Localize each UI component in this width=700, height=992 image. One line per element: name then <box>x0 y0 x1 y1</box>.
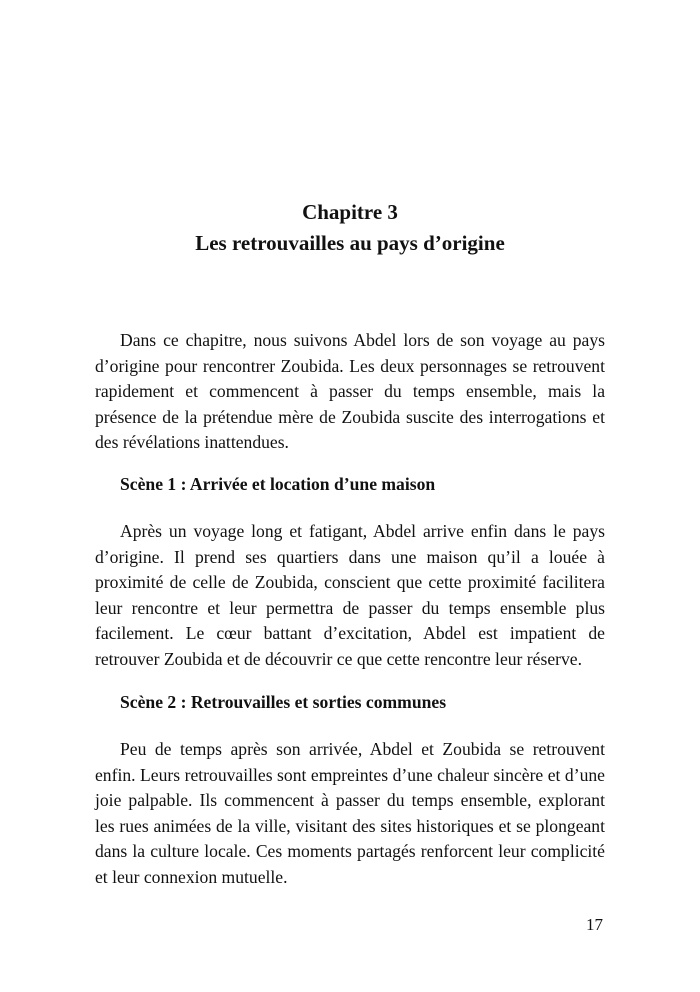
scene-1-paragraph-block <box>95 519 605 672</box>
intro-paragraph: Dans ce chapitre, nous suivons Abdel lors de son voyage au pays d’origine pour rencontrer Zoubida. Les deux personnages se retrouvent rapidement et commencent à passer du temps ensemble, mais la présence de la prétendue mère de Zoubida suscite des interrogations et des révélations inattendues. <box>95 330 605 452</box>
chapter-number: Chapitre 3 <box>302 200 398 224</box>
chapter-heading <box>0 197 700 259</box>
scene-1-paragraph: Après un voyage long et fatigant, Abdel arrive enfin dans le pays d’origine. Il prend ses quartiers dans une maison qu’il a louée à proximité de celle de Zoubida, conscient que cette proximité facilitera leur rencontre et leur permettra de passer du temps ensemble plus facilement. Le cœur battant d’excitation, Abdel est impatient de retrouver Zoubida et de découvrir ce que cette rencontre leur réserve. <box>95 521 605 669</box>
scene-2-paragraph-block <box>95 737 605 890</box>
page-number: 17 <box>586 915 603 934</box>
chapter-title: Les retrouvailles au pays d’origine <box>195 231 505 255</box>
scene-2-heading: Scène 2 : Retrouvailles et sorties communes <box>120 692 447 712</box>
scene-2-paragraph: Peu de temps après son arrivée, Abdel et Zoubida se retrouvent enfin. Leurs retrouvailles sont empreintes d’une chaleur sincère et d’une joie palpable. Ils commencent à passer du temps ensemble, explorant les rues animées de la ville, visitant des sites historiques et se plongeant dans la culture locale. Ces moments partagés renforcent leur complicité et leur connexion mutuelle. <box>95 739 605 887</box>
intro-paragraph-block <box>95 328 605 456</box>
scene-1-heading: Scène 1 : Arrivée et location d’une maison <box>120 474 436 494</box>
